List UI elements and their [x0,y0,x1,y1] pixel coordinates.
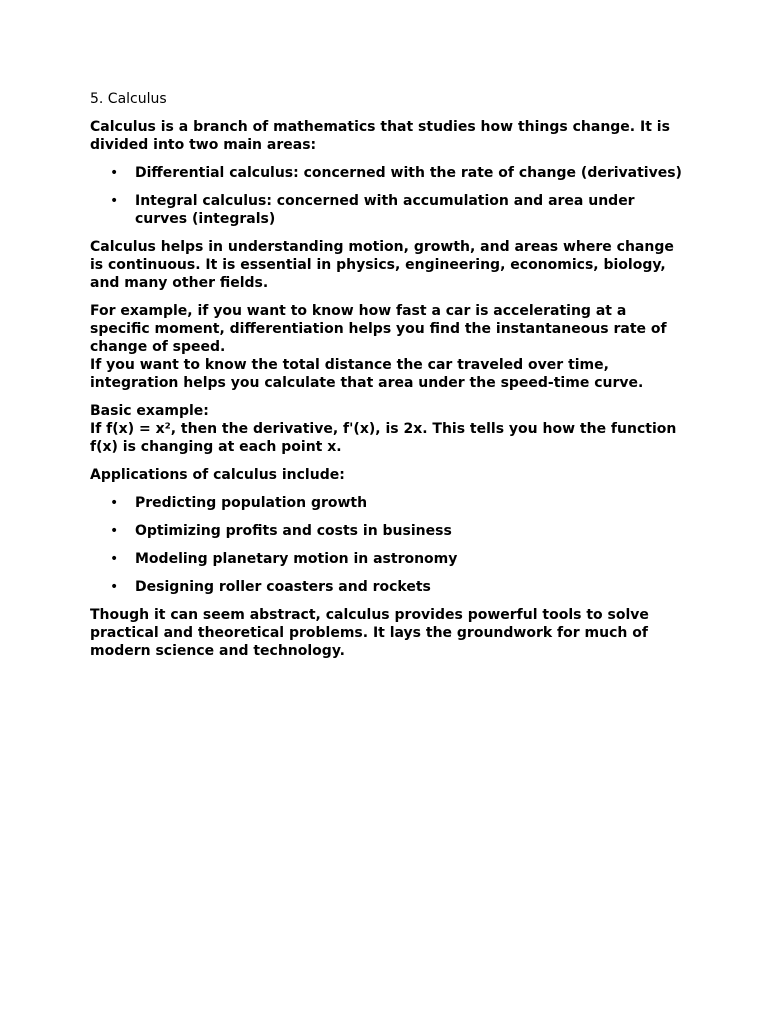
list-item-text: Predicting population growth [135,495,368,511]
section-heading: 5. Calculus [90,91,167,107]
example-paragraph [90,302,690,392]
example-line-2: If you want to know the total distance the car traveled over time, integration helps you calculate that area under the speed-time curve. [90,357,644,391]
list-item-text: Differential calculus: concerned with the rate of change (derivatives) [135,165,682,181]
list-item [90,164,690,182]
applications-intro: Applications of calculus include: [90,467,345,483]
list-item-text: Integral calculus: concerned with accumulation and area under curves (integrals) [135,193,635,227]
list-item-text: Modeling planetary motion in astronomy [135,551,458,567]
bullet-icon: • [110,165,119,181]
bullet-icon: • [110,523,119,539]
list-item [90,192,690,228]
bullet-icon: • [110,551,119,567]
example-line-1: For example, if you want to know how fast a car is accelerating at a specific moment, differentiation helps you find the instantaneous rate of change of speed. [90,303,667,355]
basic-example-text: If f(x) = x², then the derivative, f'(x), is 2x. This tells you how the function f(x) is changing at each point x. [90,421,677,455]
list-item [90,578,690,596]
bullet-icon: • [110,579,119,595]
conclusion-paragraph: Though it can seem abstract, calculus provides powerful tools to solve practical and theoretical problems. It lays the groundwork for much of modern science and technology. [90,607,649,659]
list-item [90,522,690,540]
list-item [90,494,690,512]
bullet-icon: • [110,193,119,209]
basic-example-paragraph [90,402,690,456]
list-item [90,550,690,568]
basic-example-label: Basic example: [90,403,209,419]
areas-list [90,164,690,228]
document-page [90,90,690,670]
list-item-text: Designing roller coasters and rockets [135,579,431,595]
list-item-text: Optimizing profits and costs in business [135,523,452,539]
intro-paragraph: Calculus is a branch of mathematics that studies how things change. It is divided into two main areas: [90,119,670,153]
applications-list [90,494,690,596]
bullet-icon: • [110,495,119,511]
fields-paragraph: Calculus helps in understanding motion, growth, and areas where change is continuous. It is essential in physics, engineering, economics, biology, and many other fields. [90,239,674,291]
